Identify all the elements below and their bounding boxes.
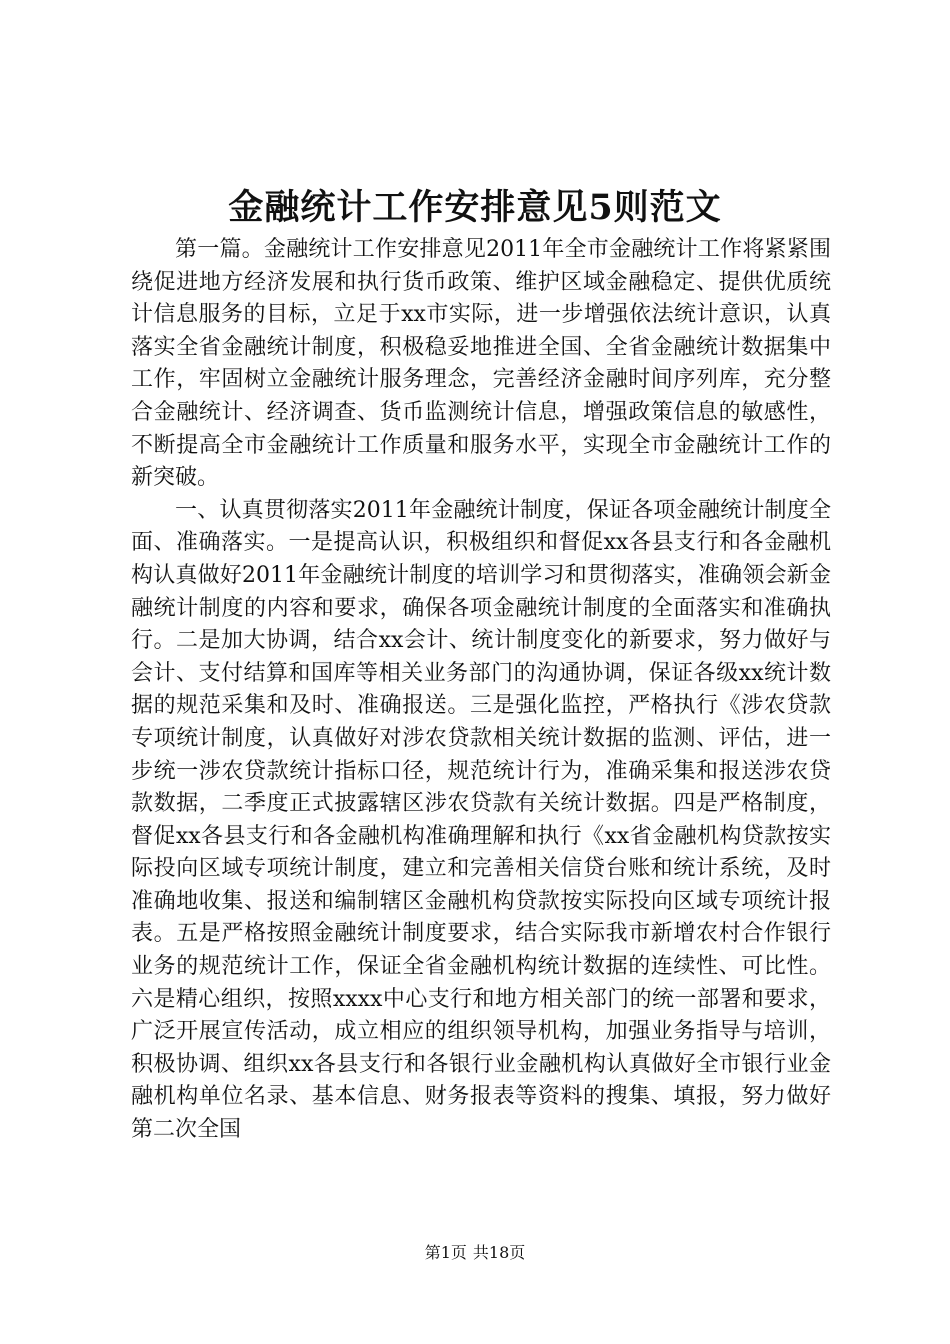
document-title: 金融统计工作安排意见5则范文: [228, 187, 722, 228]
page-total: 共18页: [472, 1243, 526, 1262]
document-body: [131, 234, 831, 1147]
paragraph-intro: 第一篇。金融统计工作安排意见2011年全市金融统计工作将紧紧围绕促进地方经济发展和执行货币政策、维护区域金融稳定、提供优质统计信息服务的目标，立足于xx市实际，进一步增强依法统计意识，认真落实全省金融统计制度，积极稳妥地推进全国、全省金融统计数据集中工作，牢固树立金融统计服务理念，完善经济金融时间序列库，充分整合金融统计、经济调查、货币监测统计信息，增强政策信息的敏感性，不断提高全市金融统计工作质量和服务水平，实现全市金融统计工作的新突破。: [131, 237, 831, 491]
paragraph-section-one: 一、认真贯彻落实2011年金融统计制度，保证各项金融统计制度全面、准确落实。一是提高认识，积极组织和督促xx各县支行和各金融机构认真做好2011年金融统计制度的培训学习和贯彻落实，准确领会新金融统计制度的内容和要求，确保各项金融统计制度的全面落实和准确执行。二是加大协调，结合xx会计、统计制度变化的新要求，努力做好与会计、支付结算和国库等相关业务部门的沟通协调，保证各级xx统计数据的规范采集和及时、准确报送。三是强化监控，严格执行《涉农贷款专项统计制度，认真做好对涉农贷款相关统计数据的监测、评估，进一步统一涉农贷款统计指标口径，规范统计行为，准确采集和报送涉农贷款数据，二季度正式披露辖区涉农贷款有关统计数据。四是严格制度，督促xx各县支行和各金融机构准确理解和执行《xx省金融机构贷款按实际投向区域专项统计制度，建立和完善相关信贷台账和统计系统，及时准确地收集、报送和编制辖区金融机构贷款按实际投向区域专项统计报表。五是严格按照金融统计制度要求，结合实际我市新增农村合作银行业务的规范统计工作，保证全省金融机构统计数据的连续性、可比性。六是精心组织，按照xxxx中心支行和地方相关部门的统一部署和要求，广泛开展宣传活动，成立相应的组织领导机构，加强业务指导与培训，积极协调、组织xx各县支行和各银行业金融机构认真做好全市银行业金融机构单位名录、基本信息、财务报表等资料的搜集、填报，努力做好第二次全国: [131, 497, 831, 1143]
page-footer: [0, 1242, 950, 1264]
page-number: 第1页: [424, 1243, 467, 1262]
